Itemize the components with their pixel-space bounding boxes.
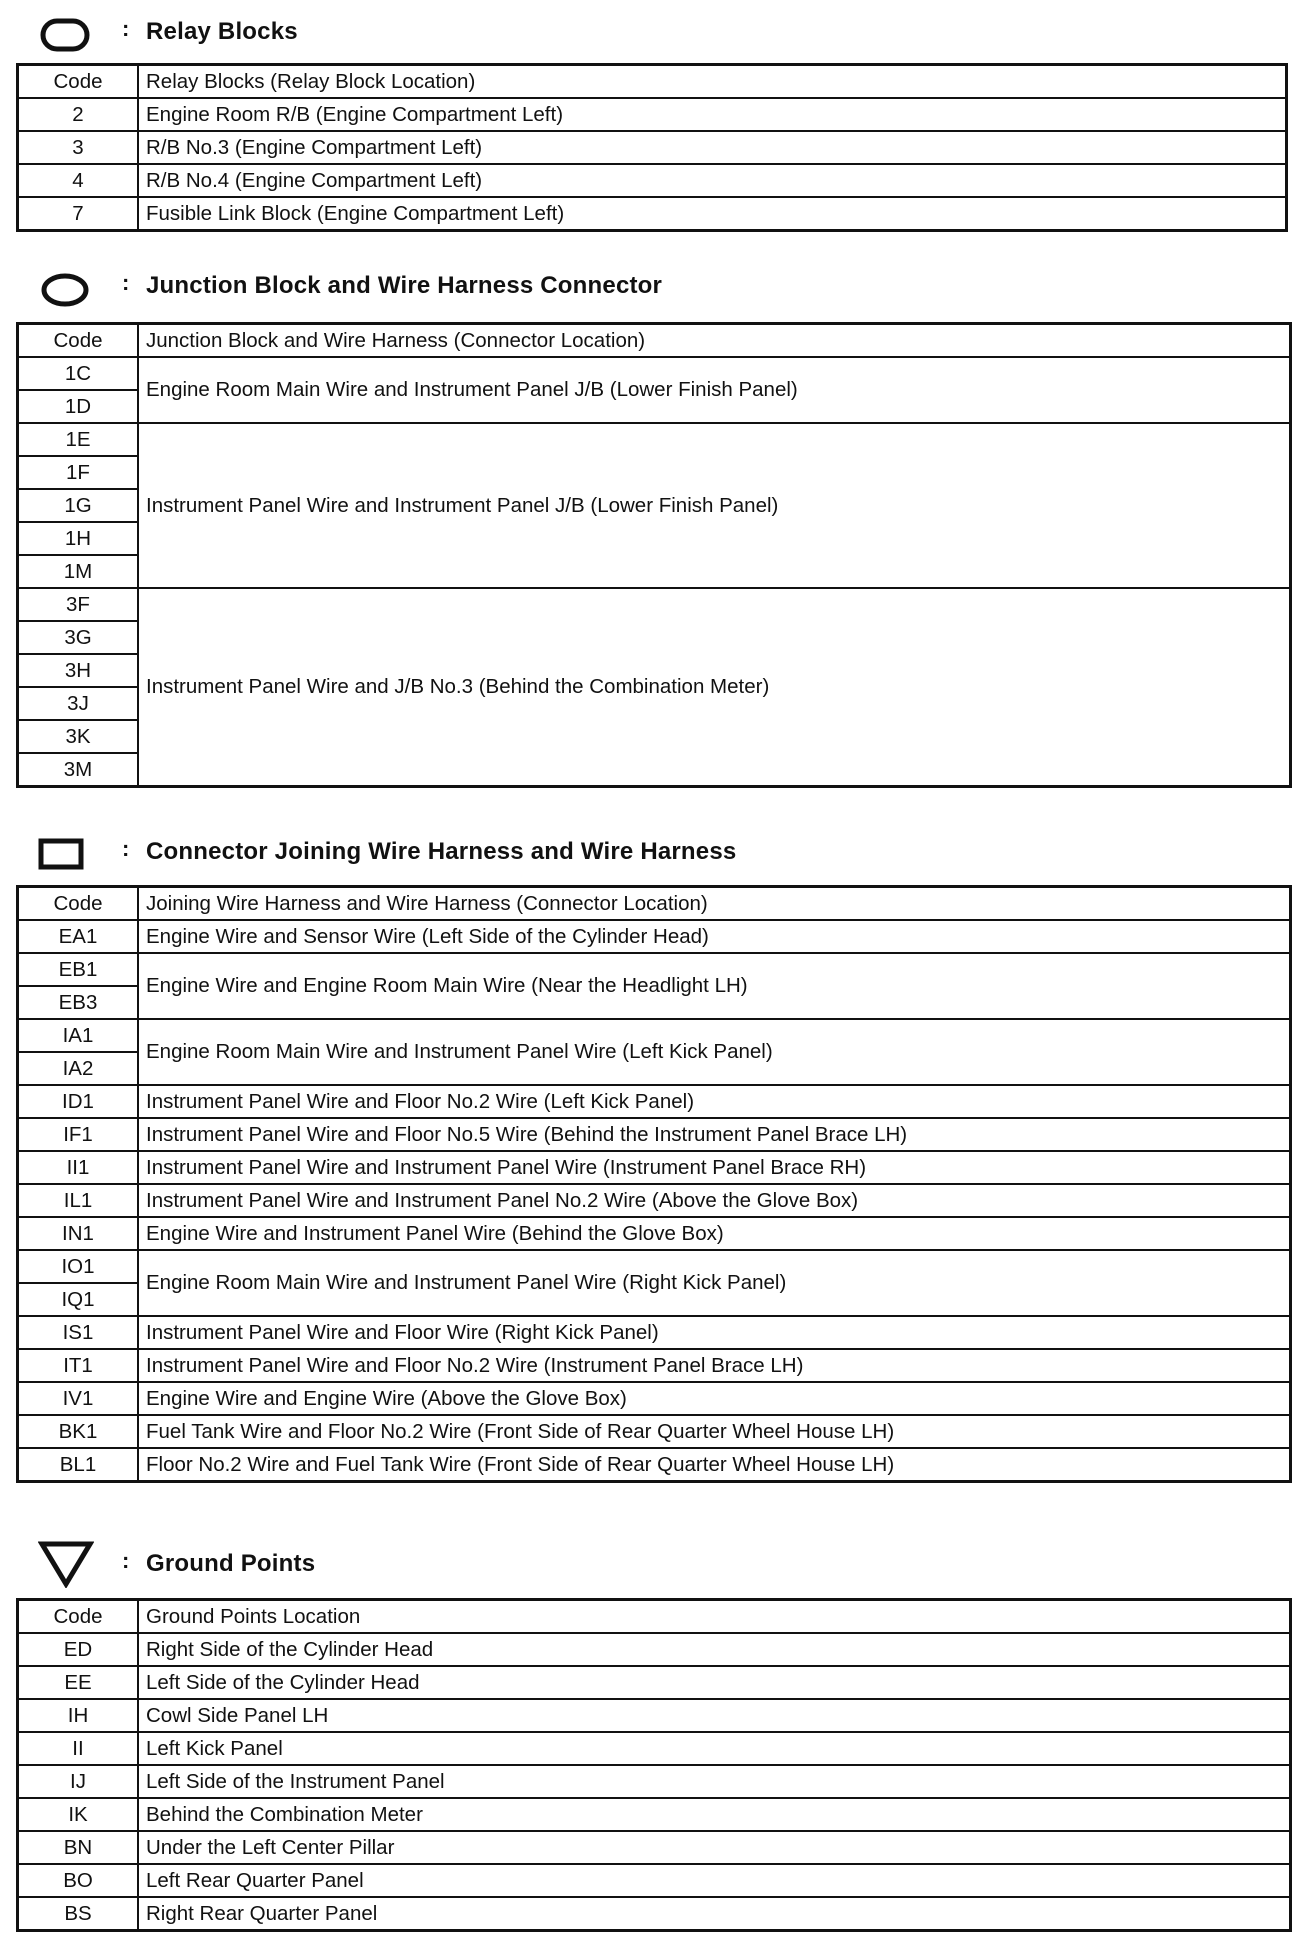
table-row: IN1 Engine Wire and Instrument Panel Wire (Behind the Glove Box)	[18, 1217, 1291, 1250]
table-row: 1M	[18, 555, 1291, 588]
table-row: IJ Left Side of the Instrument Panel	[18, 1765, 1291, 1798]
table-row: 3G	[18, 621, 1291, 654]
connector-title: Connector Joining Wire Harness and Wire Harness	[146, 838, 737, 865]
table-row: 3K	[18, 720, 1291, 753]
table-row: IV1 Engine Wire and Engine Wire (Above the Glove Box)	[18, 1382, 1291, 1415]
table-row: 3J	[18, 687, 1291, 720]
relay-section-header: : Relay Blocks	[0, 12, 1312, 52]
table-header-row: Code Ground Points Location	[18, 1600, 1291, 1634]
ground-title: Ground Points	[146, 1550, 316, 1577]
table-row: II1 Instrument Panel Wire and Instrument Panel Wire (Instrument Panel Brace RH)	[18, 1151, 1291, 1184]
table-row: IQ1	[18, 1283, 1291, 1316]
table-row: BL1 Floor No.2 Wire and Fuel Tank Wire (Front Side of Rear Quarter Wheel House LH)	[18, 1448, 1291, 1482]
table-row: IT1 Instrument Panel Wire and Floor No.2 Wire (Instrument Panel Brace LH)	[18, 1349, 1291, 1382]
table-row: EB1 Engine Wire and Engine Room Main Wire (Near the Headlight LH)	[18, 953, 1291, 986]
ground-section-header: : Ground Points	[0, 1540, 1312, 1580]
junction-table	[16, 322, 1292, 788]
table-row: 1E Instrument Panel Wire and Instrument Panel J/B (Lower Finish Panel)	[18, 423, 1291, 456]
table-row: 2 Engine Room R/B (Engine Compartment Left)	[18, 98, 1287, 131]
table-row: 1D	[18, 390, 1291, 423]
table-row: EE Left Side of the Cylinder Head	[18, 1666, 1291, 1699]
table-row: 3F Instrument Panel Wire and J/B No.3 (Behind the Combination Meter)	[18, 588, 1291, 621]
table-row: IK Behind the Combination Meter	[18, 1798, 1291, 1831]
table-row: ID1 Instrument Panel Wire and Floor No.2 Wire (Left Kick Panel)	[18, 1085, 1291, 1118]
ground-table	[16, 1598, 1292, 1932]
table-row: 1F	[18, 456, 1291, 489]
table-row: EB3	[18, 986, 1291, 1019]
table-row: IS1 Instrument Panel Wire and Floor Wire (Right Kick Panel)	[18, 1316, 1291, 1349]
connector-section-header: : Connector Joining Wire Harness and Wire Harness	[0, 832, 1312, 872]
table-row: IA2	[18, 1052, 1291, 1085]
table-row: IL1 Instrument Panel Wire and Instrument Panel No.2 Wire (Above the Glove Box)	[18, 1184, 1291, 1217]
table-row: IH Cowl Side Panel LH	[18, 1699, 1291, 1732]
table-row: 1G	[18, 489, 1291, 522]
table-header-row: Code Relay Blocks (Relay Block Location)	[18, 65, 1287, 99]
table-row: 1H	[18, 522, 1291, 555]
table-row: BS Right Rear Quarter Panel	[18, 1897, 1291, 1931]
table-row: EA1 Engine Wire and Sensor Wire (Left Side of the Cylinder Head)	[18, 920, 1291, 953]
table-row: II Left Kick Panel	[18, 1732, 1291, 1765]
table-row: BN Under the Left Center Pillar	[18, 1831, 1291, 1864]
table-header-row: Code Joining Wire Harness and Wire Harness (Connector Location)	[18, 887, 1291, 921]
triangle-icon	[38, 1540, 94, 1588]
table-row: ED Right Side of the Cylinder Head	[18, 1633, 1291, 1666]
table-row: IF1 Instrument Panel Wire and Floor No.5 Wire (Behind the Instrument Panel Brace LH)	[18, 1118, 1291, 1151]
table-row: 1C Engine Room Main Wire and Instrument Panel J/B (Lower Finish Panel)	[18, 357, 1291, 390]
table-row: 7 Fusible Link Block (Engine Compartment Left)	[18, 197, 1287, 231]
relay-title: Relay Blocks	[146, 18, 298, 45]
relay-table	[16, 63, 1288, 232]
junction-title: Junction Block and Wire Harness Connector	[146, 272, 663, 299]
table-row: 3M	[18, 753, 1291, 787]
table-row: IA1 Engine Room Main Wire and Instrument Panel Wire (Left Kick Panel)	[18, 1019, 1291, 1052]
rounded-rect-icon	[40, 18, 90, 52]
table-row: 3H	[18, 654, 1291, 687]
table-row: 4 R/B No.4 (Engine Compartment Left)	[18, 164, 1287, 197]
table-row: BO Left Rear Quarter Panel	[18, 1864, 1291, 1897]
table-row: IO1 Engine Room Main Wire and Instrument Panel Wire (Right Kick Panel)	[18, 1250, 1291, 1283]
table-header-row: Code Junction Block and Wire Harness (Connector Location)	[18, 324, 1291, 358]
table-row: BK1 Fuel Tank Wire and Floor No.2 Wire (Front Side of Rear Quarter Wheel House LH)	[18, 1415, 1291, 1448]
connector-table	[16, 885, 1292, 1483]
table-row: 3 R/B No.3 (Engine Compartment Left)	[18, 131, 1287, 164]
oval-icon	[40, 272, 90, 308]
junction-section-header: : Junction Block and Wire Harness Connector	[0, 268, 1312, 308]
square-icon	[38, 838, 86, 872]
